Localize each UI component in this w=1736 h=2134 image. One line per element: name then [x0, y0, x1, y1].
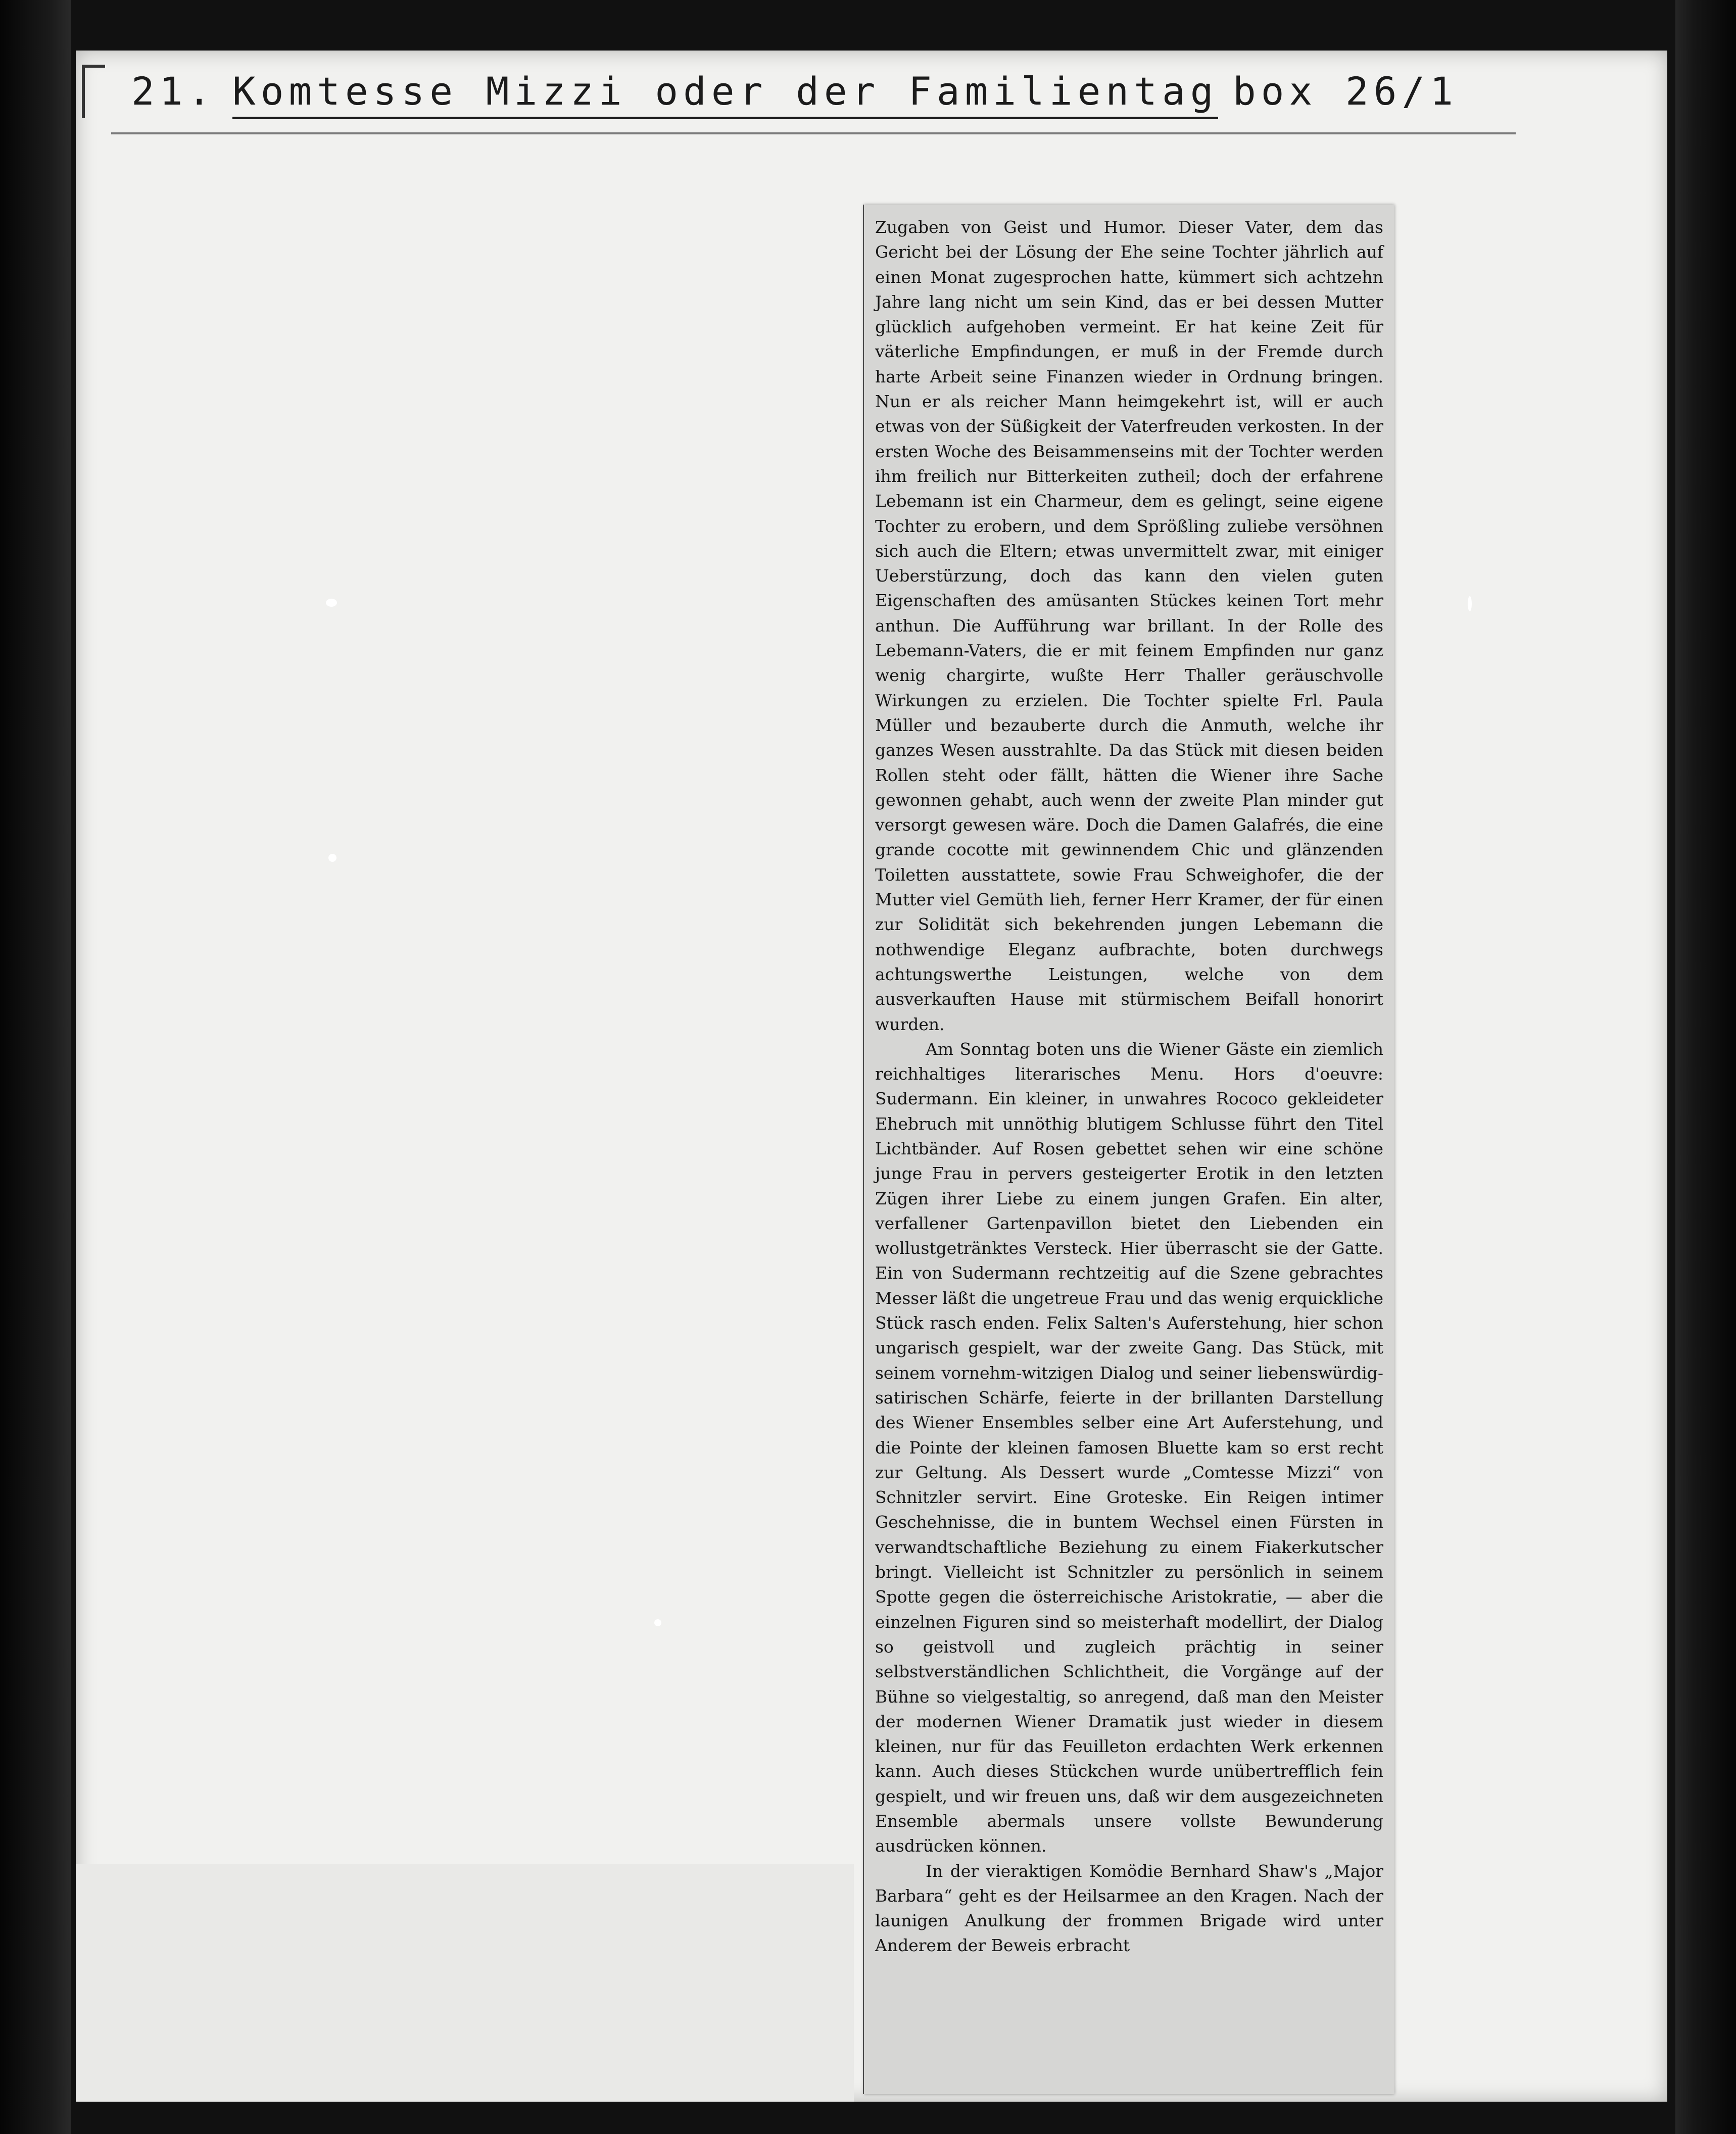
film-speck — [328, 854, 336, 862]
film-edge-left — [0, 0, 71, 2134]
film-speck — [326, 599, 337, 607]
article-paragraph: Am Sonntag boten uns die Wiener Gäste ein ziemlich reichhaltiges literarisches Menu. Hors d'oeuvre: Sudermann. Ein kleiner, in unwahres Rococo gekleideter Ehebruch mit unnöthig blutigem Schlusse führt den Titel Lichtbänder. Auf Rosen gebettet sehen wir eine schöne junge Frau in pervers gesteigerter Erotik in den letzten Zügen ihrer Liebe zu einem jungen Grafen. Ein alter, verfallener Gartenpavillon bietet den Liebenden ein wollustgetränktes Versteck. Hier überrascht sie der Gatte. Ein von Sudermann rechtzeitig auf die Szene gebrachtes Messer läßt die ungetreue Frau und das wenig erquickliche Stück rasch enden. Felix Salten's Auferstehung, hier schon ungarisch gespielt, war der zweite Gang. Das Stück, mit seinem vornehm-witzigen Dialog und seiner liebenswürdig-satirischen Schärfe, feierte in der brillanten Darstellung des Wiener Ensembles selber eine Art Auferstehung, und die Pointe der kleinen famosen Bluette kam so erst recht zur Geltung. Als Dessert wurde „Comtesse Mizzi“ von Schnitzler servirt. Eine Groteske. Ein Reigen intimer Geschehnisse, die in buntem Wechsel einen Fürsten in verwandtschaftliche Beziehung zu einem Fiakerkutscher bringt. Vielleicht ist Schnitzler zu persönlich in seinem Spotte gegen die österreichische Aristokratie, — aber die einzelnen Figuren sind so meisterhaft modellirt, der Dialog so geistvoll und zugleich prächtig in seiner selbstverständlichen Schlichtheit, die Vorgänge auf der Bühne so vielgestaltig, so anregend, daß man den Meister der modernen Wiener Dramatik just wieder in diesem kleinen, nur für das Feuilleton erdachten Werk erkennen kann. Auch dieses Stückchen wurde unübertrefflich fein gespielt, und wir freuen uns, daß wir dem ausgezeichneten Ensemble abermals unsere vollste Bewunderung ausdrücken können. — [875, 1039, 1383, 1856]
box-label: box 26/1 — [1233, 69, 1459, 114]
folder-title: Komtesse Mizzi oder der Familientag — [232, 69, 1218, 119]
sheet-shade — [76, 1864, 854, 2102]
article-paragraph: In der vieraktigen Komödie Bernhard Shaw's „Major Barbara“ geht es der Heilsarmee an den Kragen. Nach der launigen Anulkung der frommen Brigade wird unter Anderem der Beweis erbracht — [875, 1861, 1383, 1956]
film-speck — [1468, 596, 1472, 611]
film-edge-right — [1675, 0, 1736, 2134]
folder-number: 21. — [131, 69, 216, 114]
newspaper-clipping — [864, 205, 1394, 2094]
header-rule — [111, 132, 1516, 134]
article-body — [875, 215, 1383, 1958]
film-speck — [654, 1619, 661, 1626]
article-paragraph: Zugaben von Geist und Humor. Dieser Vater, dem das Gericht bei der Lösung der Ehe seine Tochter jährlich auf einen Monat zugesprochen hatte, kümmert sich achtzehn Jahre lang nicht um sein Kind, das er bei dessen Mutter glücklich aufgehoben vermeint. Er hat keine Zeit für väterliche Empfindungen, er muß in der Fremde durch harte Arbeit seine Finanzen wieder in Ordnung bringen. Nun er als reicher Mann heimgekehrt ist, will er auch etwas von der Süßigkeit der Vaterfreuden verkosten. In der ersten Woche des Beisammenseins mit der Tochter werden ihm freilich nur Bitterkeiten zutheil; doch der erfahrene Lebemann ist ein Charmeur, dem es gelingt, seine eigene Tochter zu erobern, und dem Sprößling zuliebe versöhnen sich auch die Eltern; etwas unvermittelt zwar, mit einiger Ueberstürzung, doch das kann den vielen guten Eigenschaften des amüsanten Stückes keinen Tort mehr anthun. Die Aufführung war brillant. In der Rolle des Lebemann-Vaters, die er mit feinem Empfinden nur ganz wenig chargirte, wußte Herr Thaller geräuschvolle Wirkungen zu erzielen. Die Tochter spielte Frl. Paula Müller und bezauberte durch die Anmuth, welche ihr ganzes Wesen ausstrahlte. Da das Stück mit diesen beiden Rollen steht oder fällt, hätten die Wiener ihre Sache gewonnen gehabt, auch wenn der zweite Plan minder gut versorgt gewesen wäre. Doch die Damen Galafrés, die eine grande cocotte mit gewinnendem Chic und glänzenden Toiletten ausstattete, sowie Frau Schweighofer, die der Mutter viel Gemüth lieh, ferner Herr Kramer, der für einen zur Solidität sich bekehrenden jungen Lebemann die nothwendige Eleganz aufbrachte, boten durchwegs achtungswerthe Leistungen, welche von dem ausverkauften Hause mit stürmischem Beifall honorirt wurden. — [875, 217, 1383, 1034]
folder-header — [131, 60, 1496, 120]
corner-crop-mark — [82, 65, 105, 118]
